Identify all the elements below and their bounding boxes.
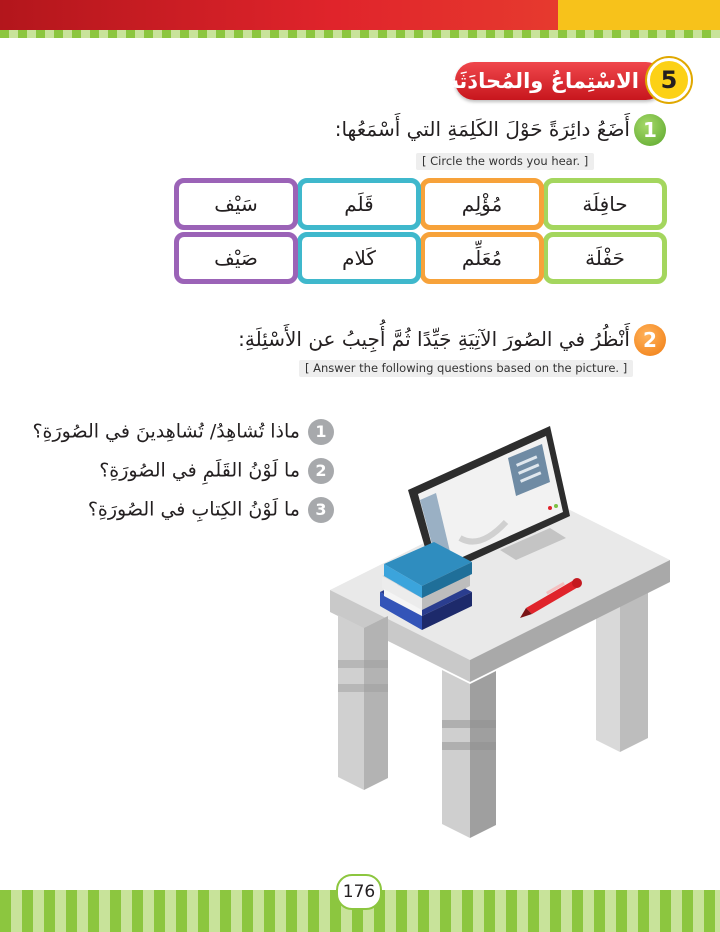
question-3 xyxy=(88,497,334,523)
word-box[interactable]: حَفْلَة xyxy=(543,232,667,284)
question-1 xyxy=(32,419,334,445)
exercise1-instruction: أَضَعُ دائِرَةً حَوْلَ الكَلِمَةِ التي أَسْمَعُها: xyxy=(334,117,630,141)
word-box[interactable]: صَيْف xyxy=(174,232,298,284)
question-text: ما لَوْنُ القَلَمِ في الصُورَةِ؟ xyxy=(99,459,300,482)
top-banner xyxy=(0,0,720,30)
page-number: 176 xyxy=(336,874,382,910)
desk-left-leg xyxy=(338,615,388,790)
exercise1-hint: [ Circle the words you hear. ] xyxy=(416,153,594,170)
word-box[interactable]: قَلَم xyxy=(297,178,421,230)
exercise2-hint: [ Answer the following questions based on the picture. ] xyxy=(299,360,633,377)
top-banner-yellow xyxy=(558,0,720,30)
question-number: 1 xyxy=(308,419,334,445)
desk-illustration xyxy=(330,420,670,840)
exercise1-number-badge: 1 xyxy=(634,114,666,146)
lesson-number-badge: 5 xyxy=(647,58,691,102)
question-number: 3 xyxy=(308,497,334,523)
question-text: ماذا تُشاهِدُ/ تُشاهِدينَ في الصُورَةِ؟ xyxy=(32,420,300,443)
question-text: ما لَوْنُ الكِتابِ في الصُورَةِ؟ xyxy=(87,498,300,521)
lesson-title-pill xyxy=(446,62,665,100)
desk-front-leg xyxy=(442,670,496,838)
exercise2-instruction: أَنْظُرُ في الصُورَ الآتِيَةِ جَيِّدًا ثُمَّ أُجِيبُ عن الأَسْئِلَةِ: xyxy=(238,327,630,351)
question-2 xyxy=(99,458,334,484)
word-box[interactable]: كَلام xyxy=(297,232,421,284)
top-banner-red xyxy=(0,0,558,30)
top-stripe xyxy=(0,30,720,38)
word-box[interactable]: مُعَلِّم xyxy=(420,232,544,284)
word-box[interactable]: سَيْف xyxy=(174,178,298,230)
lesson-header xyxy=(446,58,691,104)
word-box[interactable]: مُؤْلِم xyxy=(420,178,544,230)
word-box[interactable]: حافِلَة xyxy=(543,178,667,230)
question-number: 2 xyxy=(308,458,334,484)
exercise2-number-badge: 2 xyxy=(634,324,666,356)
lesson-title: الاسْتِماعُ والمُحادَثَةُ xyxy=(446,69,639,93)
